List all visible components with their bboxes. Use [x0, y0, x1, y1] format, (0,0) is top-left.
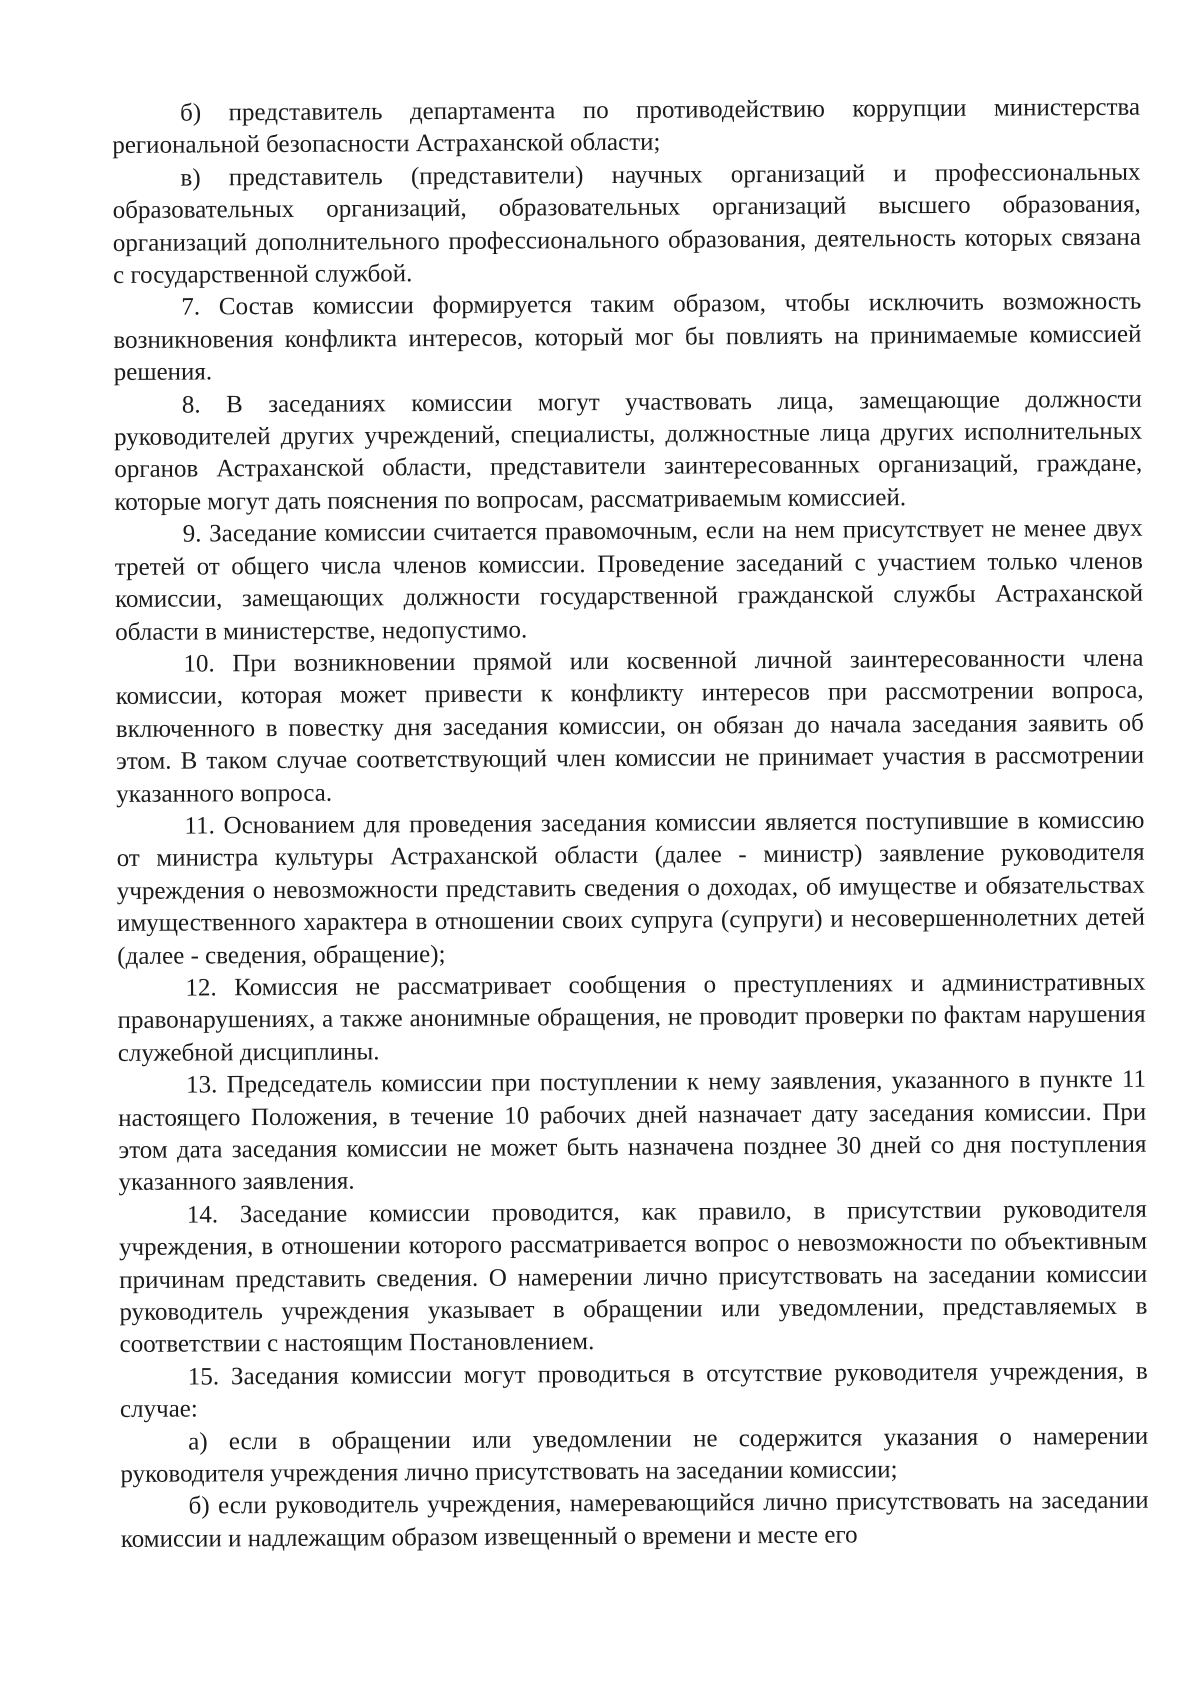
paragraph-11: 11. Основанием для проведения заседания комиссии является поступившие в комиссию от министра культуры Астраханской области (далее - министр) заявление руководителя учреждения о невозможности представить сведения о доходах, об имуществе и обязательствах имущественного характера в отношении своих супруга (супруги) и несовершеннолетних детей (далее - сведения, обращение); — [116, 806, 1146, 970]
paragraph-15: 15. Заседания комиссии могут проводиться в отсутствие руководителя учреждения, в случае: — [119, 1357, 1148, 1424]
paragraph-7: 7. Состав комиссии формируется таким образом, чтобы исключить возможность возникновения конфликта интересов, который мог бы повлиять на принимаемые комиссией решения. — [113, 288, 1142, 387]
paragraph-10: 10. При возникновении прямой или косвенной личной заинтересованности члена комиссии, которая может привести к конфликту интересов при рассмотрении вопроса, включенного в повестку дня заседания комиссии, он обязан до начала заседания заявить об этом. В таком случае соответствующий член комиссии не принимает участия в рассмотрении указанного вопроса. — [115, 644, 1145, 808]
paragraph-6v: в) представитель (представители) научных организаций и профессиональных образовательных организаций, образовательных организаций высшего образования, организаций дополнительного профессионального образования, деятельность которых связана с государственной службой. — [112, 158, 1141, 290]
paragraph-6b: б) представитель департамента по противодействию коррупции министерства региональной безопасности Астраханской области; — [112, 93, 1141, 160]
paragraph-14: 14. Заседание комиссии проводится, как правило, в присутствии руководителя учреждения, в отношении которого рассматривается вопрос о невозможности по объективным причинам представить сведения. О намерении лично присутствовать на заседании комиссии руководитель учреждения указывает в обращении или уведомлении, представляемых в соответствии с настоящим Постановлением. — [118, 1195, 1148, 1359]
paragraph-8: 8. В заседаниях комиссии могут участвовать лица, замещающие должности руководителей других учреждений, специалисты, должностные лица других исполнительных органов Астраханской области, представители заинтересованных организаций, граждане, которые могут дать пояснения по вопросам, рассматриваемым комиссией. — [113, 385, 1143, 516]
paragraph-12: 12. Комиссия не рассматривает сообщения о преступлениях и административных правонарушениях, а также анонимные обращения, не проводит проверки по фактам нарушения служебной дисциплины. — [117, 968, 1146, 1067]
paragraph-15b: б) если руководитель учреждения, намеревающийся лично присутствовать на заседании комиссии и надлежащим образом извещенный о времени и месте его — [120, 1487, 1149, 1553]
paragraph-13: 13. Председатель комиссии при поступлении к нему заявления, указанного в пункте 11 настоящего Положения, в течение 10 рабочих дней назначает дату заседания комиссии. При этом дата заседания комиссии не может быть назначена позднее 30 дней со дня поступления указанного заявления. — [118, 1065, 1147, 1197]
paragraph-15a: а) если в обращении или уведомлении не содержится указания о намерении руководителя учреждения лично присутствовать на заседании комиссии; — [120, 1422, 1149, 1489]
paragraph-9: 9. Заседание комиссии считается правомочным, если на нем присутствует не менее двух третей от общего числа членов комиссии. Проведение заседаний с участием только членов комиссии, замещающих должности государственной гражданской службы Астраханской области в министерстве, недопустимо. — [114, 514, 1144, 646]
document-body — [112, 92, 1149, 1557]
